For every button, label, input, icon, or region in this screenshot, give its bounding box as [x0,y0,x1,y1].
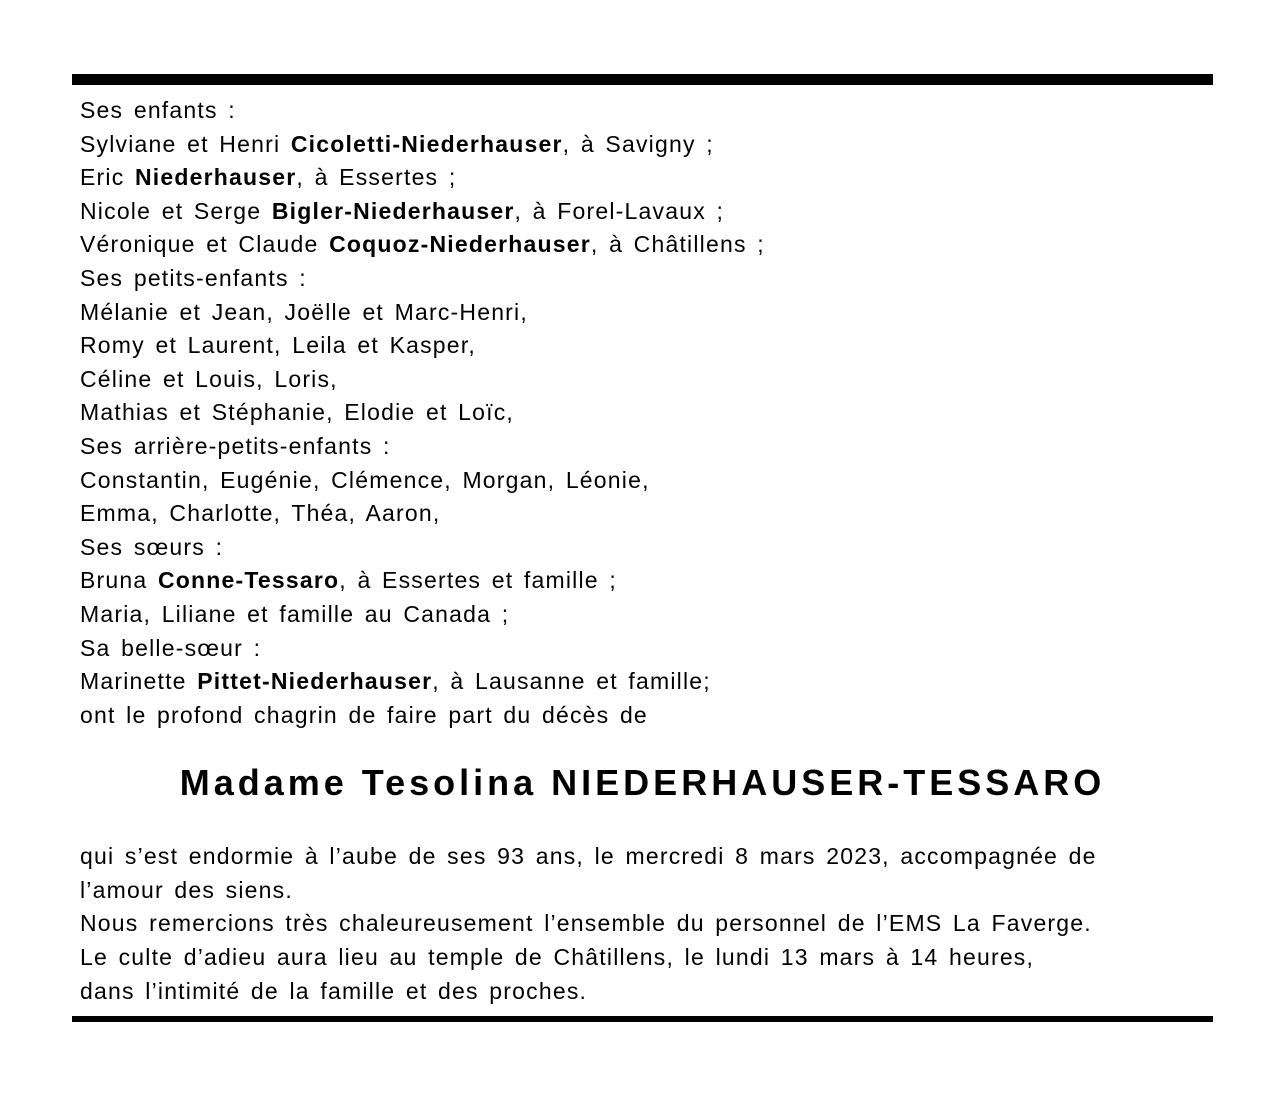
family-line-text: Emma, Charlotte, Théa, Aaron, [80,500,441,527]
family-line [72,329,1213,363]
family-line-text: Mélanie et Jean, Joëlle et Marc-Henri, [80,298,528,325]
family-line-text: , à Forel-Lavaux ; [514,197,725,224]
family-surname-bold: Pittet-Niederhauser [197,668,433,695]
family-line-text: Ses petits-enfants : [80,264,307,291]
family-line-text: Marinette [80,668,198,695]
family-line-text: , à Châtillens ; [590,231,765,258]
family-line [72,262,1213,296]
family-line-text: Romy et Laurent, Leila et Kasper, [80,332,476,359]
family-line [72,94,1213,128]
family-line [72,296,1213,330]
closing-line: Le culte d’adieu aura lieu au temple de Châtillens, le lundi 13 mars à 14 heures, [80,944,1035,971]
family-line [72,161,1213,195]
family-line [72,363,1213,397]
family-line [72,598,1213,632]
family-line-text: Mathias et Stéphanie, Elodie et Loïc, [80,399,515,426]
family-line [72,665,1213,699]
family-line [72,195,1213,229]
closing-line: dans l’intimité de la famille et des proches. [80,977,588,1004]
family-line [72,396,1213,430]
family-line [72,531,1213,565]
family-line [72,497,1213,531]
family-line [72,228,1213,262]
family-surname-bold: Coquoz-Niederhauser [329,231,591,258]
family-line-text: , à Essertes ; [296,164,457,191]
family-line [72,430,1213,464]
family-list [72,94,1213,732]
family-line-text: Véronique et Claude [80,231,330,258]
family-surname-bold: Bigler-Niederhauser [271,197,515,224]
family-surname-bold: Niederhauser [135,164,297,191]
closing-line: qui s’est endormie à l’aube de ses 93 ans, le mercredi 8 mars 2023, accompagnée de [80,843,1097,870]
family-line-text: Eric [80,164,135,191]
family-line-text: Céline et Louis, Loris, [80,365,338,392]
family-line-text: Sa belle-sœur : [80,634,262,661]
family-line-text: Maria, Liliane et famille au Canada ; [80,600,510,627]
family-line-text: Sylviane et Henri [80,130,291,157]
family-line-text: Ses arrière-petits-enfants : [80,432,391,459]
top-rule [72,74,1213,85]
family-line-text: ont le profond chagrin de faire part du décès de [80,701,648,728]
bottom-rule [72,1016,1213,1022]
closing-line: Nous remercions très chaleureusement l’ensemble du personnel de l’EMS La Faverge. [80,910,1092,937]
family-line-text: Constantin, Eugénie, Clémence, Morgan, Léonie, [80,466,650,493]
family-line [72,564,1213,598]
family-line [72,632,1213,666]
family-line-text: , à Lausanne et famille; [432,668,711,695]
family-line [72,464,1213,498]
family-line [72,699,1213,733]
family-line [72,128,1213,162]
family-line-text: Ses enfants : [80,97,236,123]
family-line-text: , à Savigny ; [562,130,714,157]
family-surname-bold: Cicoletti-Niederhauser [290,130,563,157]
closing-line: l’amour des siens. [80,876,293,903]
obituary-notice [72,74,1213,1022]
deceased-name-title: Madame Tesolina NIEDERHAUSER-TESSARO [179,762,1106,804]
family-line-text: , à Essertes et famille ; [339,567,617,594]
family-surname-bold: Conne-Tessaro [157,567,340,594]
closing-paragraph [72,840,1213,1008]
family-line-text: Bruna [80,567,158,594]
family-line-text: Ses sœurs : [80,533,224,560]
family-line-text: Nicole et Serge [80,197,272,224]
